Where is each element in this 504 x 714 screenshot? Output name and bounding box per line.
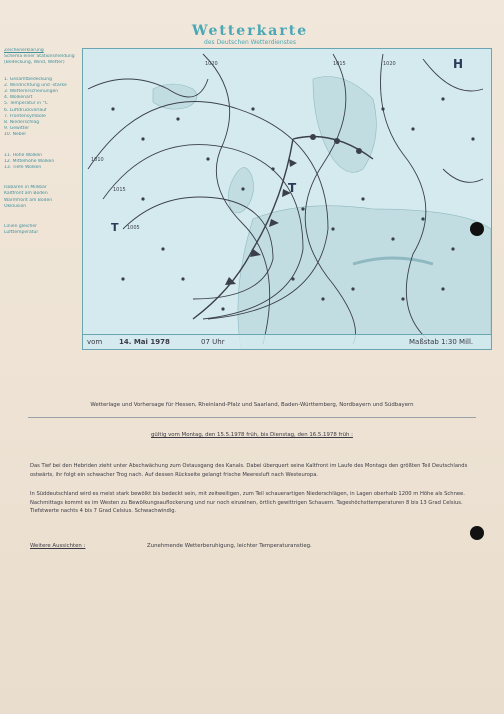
map-date-prefix: vom bbox=[87, 338, 103, 346]
header bbox=[150, 24, 350, 46]
forecast-paragraph: In Süddeutschland wird es meist stark bewölkt bis bedeckt sein, mit zeitweiligen, zum Teil schauerartigen Niederschlägen, in Lagen oberhalb 1200 m Höhe als Schnee. Nachmittags kommt es im Westen zu Bewölkungsauflockerung und nur noch einzelnen, örtlich gewittrigen Schauern. Tageshöchsttemperaturen 8 bis 13 Grad Celsius. Tiefstwerte nachts 4 bis 7 Grad Celsius. Schwachwindig. bbox=[30, 491, 465, 515]
legend-line: 3. Wettererscheinungen bbox=[4, 89, 59, 95]
outlook-label: Weitere Aussichten : bbox=[30, 543, 86, 549]
legend-line: Lufttemperatur bbox=[4, 230, 39, 236]
forecast-region: Wetterlage und Vorhersage für Hessen, Rheinland-Pfalz und Saarland, Baden-Württemberg, Nordbayern und Südbayern bbox=[90, 402, 414, 408]
legend-line: 6. Luftdruckverlauf bbox=[4, 107, 47, 113]
land-scandinavia bbox=[313, 77, 376, 173]
outlook bbox=[30, 543, 480, 549]
isobar-value: 1015 bbox=[113, 187, 126, 193]
isobar-value: 1020 bbox=[383, 61, 396, 67]
legend-line: 10. Nebel bbox=[4, 132, 26, 138]
legend-line: Linien gleicher bbox=[4, 224, 37, 230]
map-date-bar bbox=[83, 334, 491, 349]
legend-line: (Bedeckung, Wind, Wetter) bbox=[4, 60, 65, 66]
punch-hole bbox=[470, 526, 484, 540]
legend-line: 4. Wolkenart bbox=[4, 95, 33, 101]
divider bbox=[28, 417, 476, 418]
legend-line: Okklusion bbox=[4, 203, 27, 209]
low-pressure-label: T bbox=[288, 181, 297, 195]
legend-line: 7. Frontensymbole bbox=[4, 113, 46, 119]
legend-line: Warmfront am Boden bbox=[4, 197, 53, 203]
legend-line: 2. Windrichtung und -stärke bbox=[4, 82, 67, 88]
map-date: 14. Mai 1978 bbox=[119, 338, 170, 346]
legend-line: 13. Tiefe Wolken bbox=[4, 165, 42, 171]
isobar-value: 1005 bbox=[127, 225, 140, 231]
map-graphic bbox=[83, 49, 491, 349]
legend-line: 9. Gewitter bbox=[4, 126, 30, 132]
outlook-text: Zunehmende Wetterberuhigung, leichter Temperaturanstieg. bbox=[147, 543, 312, 549]
map-scale: Maßstab 1:30 Mill. bbox=[409, 338, 474, 346]
forecast-validity: gültig vom Montag, den 15.5.1978 früh, bis Dienstag, den 16.5.1978 früh : bbox=[151, 432, 353, 438]
legend-line: Kaltfront am Boden bbox=[4, 191, 48, 197]
punch-hole bbox=[470, 222, 484, 236]
land-british-isles bbox=[228, 168, 253, 213]
isobar-value: 1015 bbox=[333, 61, 346, 67]
legend-line: Zeichenerklärung bbox=[4, 48, 44, 53]
map-time: 07 Uhr bbox=[201, 338, 225, 346]
land-europe bbox=[238, 206, 491, 349]
low-pressure-label: T bbox=[111, 221, 119, 234]
high-pressure-label: H bbox=[453, 57, 464, 71]
legend-line: 1. Gesamtbedeckung bbox=[4, 76, 52, 82]
page-subtitle: des Deutschen Wetterdienstes bbox=[204, 39, 296, 46]
weather-map bbox=[82, 48, 492, 350]
legend-line: 11. Hohe Wolken bbox=[4, 152, 43, 158]
legend-line: 8. Niederschlag bbox=[4, 120, 40, 126]
legend-panel bbox=[4, 48, 78, 348]
legend-line: 12. Mittelhohe Wolken bbox=[4, 158, 55, 164]
legend-line: 5. Temperatur in °C bbox=[4, 101, 48, 107]
forecast-paragraph: Das Tief bei den Hebriden zieht unter Abschwächung zum Ostausgang des Kanals. Dabei überquert seine Kaltfront im Laufe des Montags den größten Teil Deutschlands ostwärts, ihr folgt ein schwacher Trog nach. Auf dessen Rückseite gelangt frische Meeresluft nach Westeuropa. bbox=[30, 463, 468, 478]
legend-line: Isobaren in Millibar bbox=[4, 185, 47, 191]
isobar-value: 1010 bbox=[91, 157, 104, 163]
isobar-value: 1020 bbox=[205, 61, 218, 67]
legend-line: Schema einer Stationsmeldung bbox=[4, 54, 75, 60]
page-title: Wetterkarte bbox=[191, 23, 309, 39]
